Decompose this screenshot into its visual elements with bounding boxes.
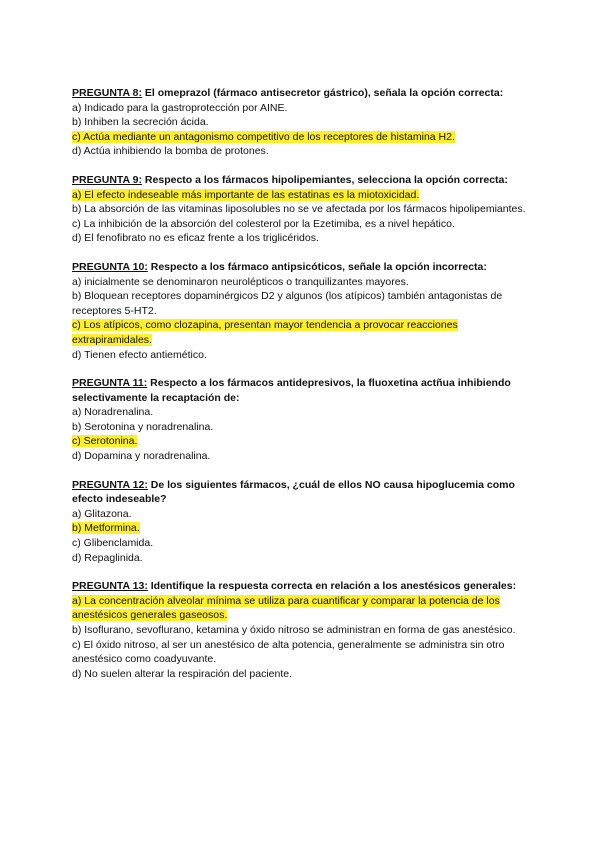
question-heading: [72, 86, 532, 101]
question-text: Respecto a los fármacos antidepresivos, la fluoxetina actñua inhibiendo selectivamente la recaptación de:: [72, 377, 511, 404]
question-9: [72, 173, 532, 246]
question-number: PREGUNTA 12:: [72, 478, 148, 491]
option-a: [72, 594, 532, 623]
question-10: [72, 260, 532, 362]
question-12: [72, 478, 532, 566]
question-text: De los siguientes fármacos, ¿cuál de ellos NO causa hipoglucemia como efecto indeseable?: [72, 478, 515, 506]
option-c: [72, 638, 532, 667]
option-a: [72, 275, 532, 290]
option-b: [72, 623, 532, 638]
option-text: c) Glibenclamida.: [72, 537, 154, 550]
option-d: [72, 667, 532, 682]
highlighted-answer: c) Actúa mediante un antagonismo competitivo de los receptores de histamina H2.: [72, 130, 455, 143]
highlighted-answer: c) Serotonina.: [72, 435, 138, 448]
option-a: [72, 101, 532, 116]
option-text: c) El óxido nitroso, al ser un anestésico de alta potencia, generalmente se administra sin otro anestésico como coadyuvante.: [72, 638, 505, 666]
question-number: PREGUNTA 10:: [72, 260, 148, 273]
question-heading: [72, 173, 532, 188]
option-b: [72, 202, 532, 217]
option-c: [72, 217, 532, 232]
option-b: [72, 521, 532, 536]
highlighted-answer: a) La concentración alveolar mínima se utiliza para cuantificar y comparar la potencia de los anestésicos generales gaseosos.: [72, 594, 500, 622]
option-text: d) Dopamina y noradrenalina.: [72, 450, 211, 463]
question-13: [72, 579, 532, 681]
question-8: [72, 86, 532, 159]
option-d: [72, 144, 532, 159]
question-text: Identifique la respuesta correcta en relación a los anestésicos generales:: [147, 580, 517, 593]
option-text: b) Serotonina y noradrenalina.: [72, 420, 214, 433]
option-text: a) Glitazona.: [72, 507, 132, 520]
option-text: a) Indicado para la gastroprotección por AINE.: [72, 101, 288, 114]
option-text: b) La absorción de las vitaminas liposolubles no se ve afectada por los fármacos hipolipemiantes.: [72, 203, 526, 216]
option-text: d) Tienen efecto antiemético.: [72, 348, 207, 361]
question-number: PREGUNTA 13:: [72, 580, 148, 593]
option-text: d) No suelen alterar la respiración del paciente.: [72, 667, 293, 680]
highlighted-answer: b) Metformina.: [72, 522, 140, 535]
option-text: d) El fenofibrato no es eficaz frente a los triglicéridos.: [72, 232, 319, 245]
option-text: b) Inhiben la secreción ácida.: [72, 116, 209, 129]
question-heading: [72, 478, 532, 507]
option-text: a) Noradrenalina.: [72, 406, 154, 419]
document-page: [72, 86, 532, 695]
question-heading: [72, 260, 532, 275]
option-c: [72, 536, 532, 551]
question-text: Respecto a los fármaco antipsicóticos, señale la opción incorrecta:: [147, 260, 487, 273]
option-text: d) Actúa inhibiendo la bomba de protones.: [72, 145, 269, 158]
question-heading: [72, 579, 532, 594]
option-c: [72, 434, 532, 449]
option-c: [72, 318, 532, 347]
option-text: b) Bloquean receptores dopaminérgicos D2 y algunos (los atípicos) también antagonistas de receptores 5-HT2.: [72, 290, 503, 317]
option-b: [72, 289, 532, 318]
option-text: d) Repaglinida.: [72, 551, 143, 564]
option-d: [72, 449, 532, 464]
option-text: c) La inhibición de la absorción del colesterol por la Ezetimiba, es a nivel hepático.: [72, 217, 455, 230]
highlighted-answer: a) El efecto indeseable más importante de las estatinas es la miotoxicidad.: [72, 188, 420, 201]
option-c: [72, 130, 532, 145]
question-text: Respecto a los fármacos hipolipemiantes, selecciona la opción correcta:: [142, 173, 508, 186]
option-a: [72, 507, 532, 522]
question-number: PREGUNTA 11:: [72, 377, 148, 390]
question-number: PREGUNTA 8:: [72, 87, 143, 99]
option-b: [72, 115, 532, 130]
question-text: El omeprazol (fármaco antisecretor gástrico), señala la opción correcta:: [142, 87, 504, 99]
option-b: [72, 420, 532, 435]
option-d: [72, 231, 532, 246]
option-a: [72, 405, 532, 420]
question-number: PREGUNTA 9:: [72, 173, 143, 186]
option-text: b) Isoflurano, sevoflurano, ketamina y óxido nitroso se administran en forma de gas anestésico.: [72, 624, 516, 636]
option-text: a) inicialmente se denominaron neurolépticos o tranquilizantes mayores.: [72, 275, 409, 288]
question-11: [72, 376, 532, 464]
option-a: [72, 188, 532, 203]
option-d: [72, 551, 532, 566]
question-heading: [72, 376, 532, 405]
option-d: [72, 348, 532, 363]
highlighted-answer: c) Los atípicos, como clozapina, presentan mayor tendencia a provocar reacciones extrapiramidales.: [72, 319, 458, 346]
